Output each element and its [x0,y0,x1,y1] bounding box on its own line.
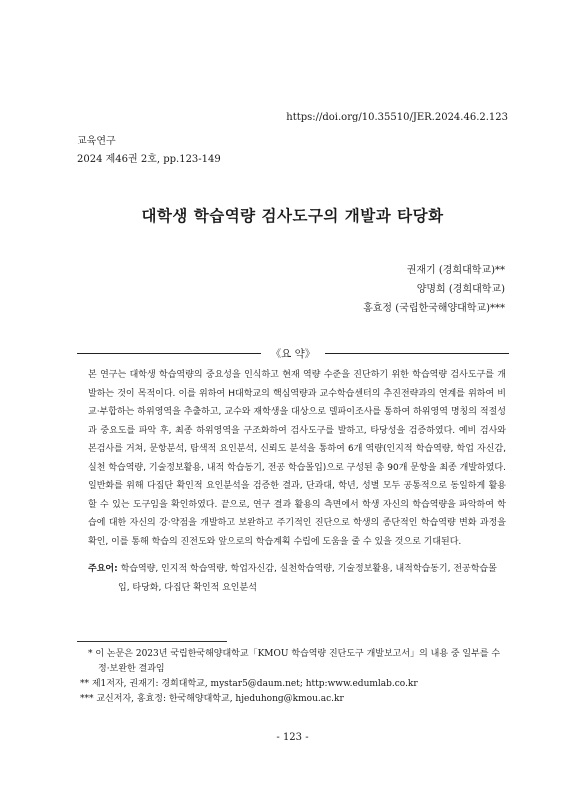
author-1: 권재기 (경희대학교)** [406,265,505,276]
page-number: - 123 - [276,732,309,743]
footnote-1: * 이 논문은 2023년 국립한국해양대학교「KMOU 학습역량 진단도구 개발보고서」의 내용 중 일부를 수정·보완한 결과임 [88,649,501,674]
keywords-label: 주요어: [88,564,118,574]
abstract-label: 《요 약》 [270,348,316,360]
footnote-divider [77,641,227,642]
keywords [88,560,506,597]
paper-title: 대학생 학습역량 검사도구의 개발과 타당화 [141,207,444,225]
abstract-text: 본 연구는 대학생 학습역량의 중요성을 인식하고 현재 역량 수준을 진단하기 위한 학습역량 검사도구를 개발하는 것이 목적이다. 이를 위하여 H대학교의 핵심역량과 교수학습센터의 추진전략과의 연계를 위하여 비교·부합하는 하위영역을 추출하고, 교수와 재학생을 대상으로 델파이조사를 통하여 하위영역 명칭의 적절성과 중요도를 파악 후, 최종 하위영역을 구조화하여 검사도구를 발하고, 타당성을 검증하였다. 예비 검사와 본검사를 거쳐, 문항분석, 탐색적 요인분석, 신뢰도 분석을 통하여 6개 역량(인지적 학습역량, 학업 자신감, 실천 학습역량, 기술정보활용, 내적 학습동기, 전공 학습몰입)으로 구성된 총 90개 문항을 최종 개발하였다. 일반화를 위해 다집단 확인적 요인분석을 검증한 결과, 단과대, 학년, 성별 모두 공통적으로 동일하게 활용할 수 있는 도구임을 확인하였다. 끝으로, 연구 결과 활용의 측면에서 학생 자신의 학습역량을 파악하여 학습에 대한 자신의 강·약점을 개발하고 보완하고 주기적인 진단으로 학생의 종단적인 학습역량 변화 과정을 확인, 이를 통해 학습의 진전도와 앞으로의 학습계획 수립에 도움을 줄 수 있을 것으로 기대된다. [88,370,506,547]
abstract-heading [77,346,509,360]
journal-name: 교육연구 [77,136,116,147]
author-2: 양명희 (경희대학교) [416,284,505,295]
footnote-3: *** 교신저자, 홍효정: 한국해양대학교, hjeduhong@kmou.ac.kr [80,694,344,704]
abstract-rule-right [325,353,509,354]
volume-info: 2024 제46권 2호, pp.123-149 [77,154,221,165]
footnote-2: ** 제1저자, 권재기: 경희대학교, mystar5@daum.net; http:www.edumlab.co.kr [80,679,418,689]
keywords-text: 학습역량, 인지적 학습역량, 학업자신감, 실천학습역량, 기술정보활용, 내적학습동기, 전공학습몰입, 타당화, 다집단 확인적 요인분석 [118,564,497,593]
author-3: 홍효정 (국립한국해양대학교)*** [363,303,505,314]
doi-link[interactable]: https://doi.org/10.35510/JER.2024.46.2.123 [286,112,508,123]
abstract-rule-left [77,353,261,354]
